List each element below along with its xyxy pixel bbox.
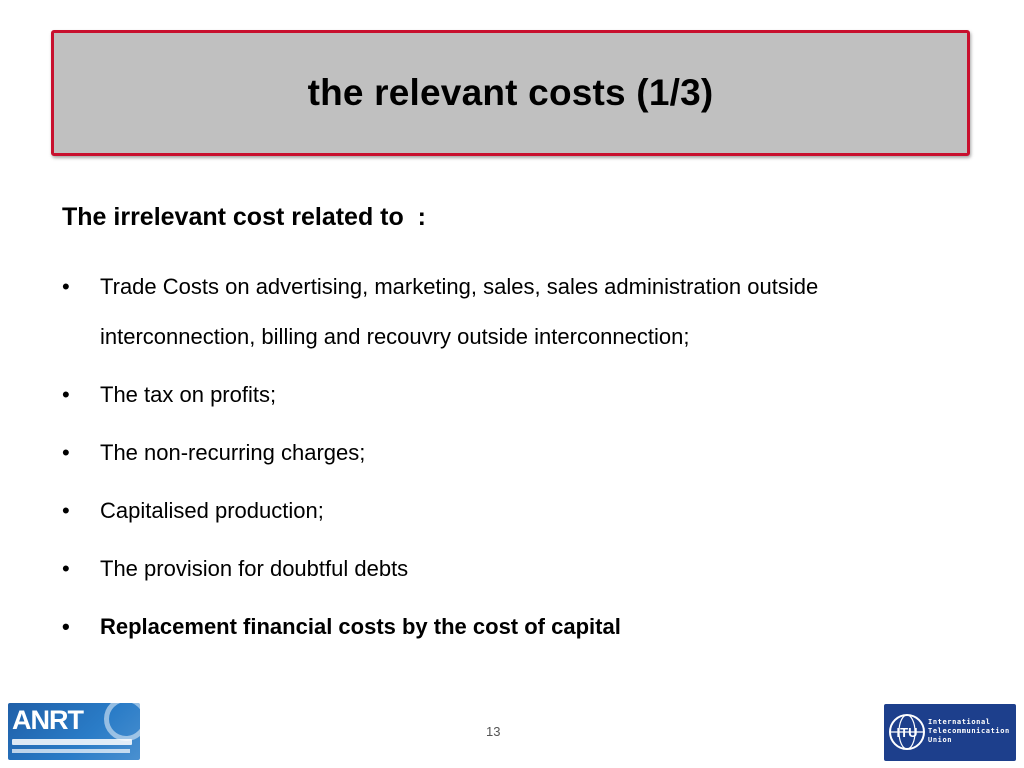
bullet-dot: • [62, 556, 70, 581]
anrt-arabic-tagline [12, 739, 132, 745]
page-number: 13 [486, 724, 501, 739]
itu-globe-icon [887, 709, 927, 755]
bullet-item [62, 602, 962, 652]
bullet-text: Replacement financial costs by the cost of capital [100, 614, 621, 639]
section-heading: The irrelevant cost related to : [62, 203, 426, 231]
bullet-dot: • [62, 382, 70, 407]
anrt-logo [8, 703, 140, 760]
bullet-dot: • [62, 498, 70, 523]
itu-logo-text: ITU [896, 725, 918, 740]
bullet-dot: • [62, 440, 70, 465]
bullet-text: The non-recurring charges; [100, 440, 366, 465]
bullet-dot: • [62, 614, 70, 639]
bullet-text: Capitalised production; [100, 498, 324, 523]
slide-title: the relevant costs (1/3) [307, 72, 714, 113]
bullet-text: The provision for doubtful debts [100, 556, 409, 581]
itu-logo [884, 704, 1016, 761]
bullet-item [62, 262, 962, 362]
itu-name-line: Union [928, 736, 953, 744]
anrt-swoosh-icon [104, 703, 140, 741]
itu-name-line: Telecommunication [928, 727, 1010, 735]
bullet-item [62, 428, 962, 478]
title-box [51, 30, 970, 156]
itu-name [928, 718, 1010, 745]
bullet-dot: • [62, 274, 70, 299]
anrt-french-tagline [12, 749, 130, 753]
bullet-text: The tax on profits; [100, 382, 277, 407]
bullet-list [62, 262, 962, 660]
bullet-item [62, 544, 962, 594]
bullet-item [62, 486, 962, 536]
itu-name-line: International [928, 718, 991, 726]
bullet-item [62, 370, 962, 420]
anrt-logo-text: ANRT [12, 705, 83, 735]
bullet-text: Trade Costs on advertising, marketing, sales, sales administration outside interconnection, billing and recouvry outside interconnection; [100, 274, 819, 349]
